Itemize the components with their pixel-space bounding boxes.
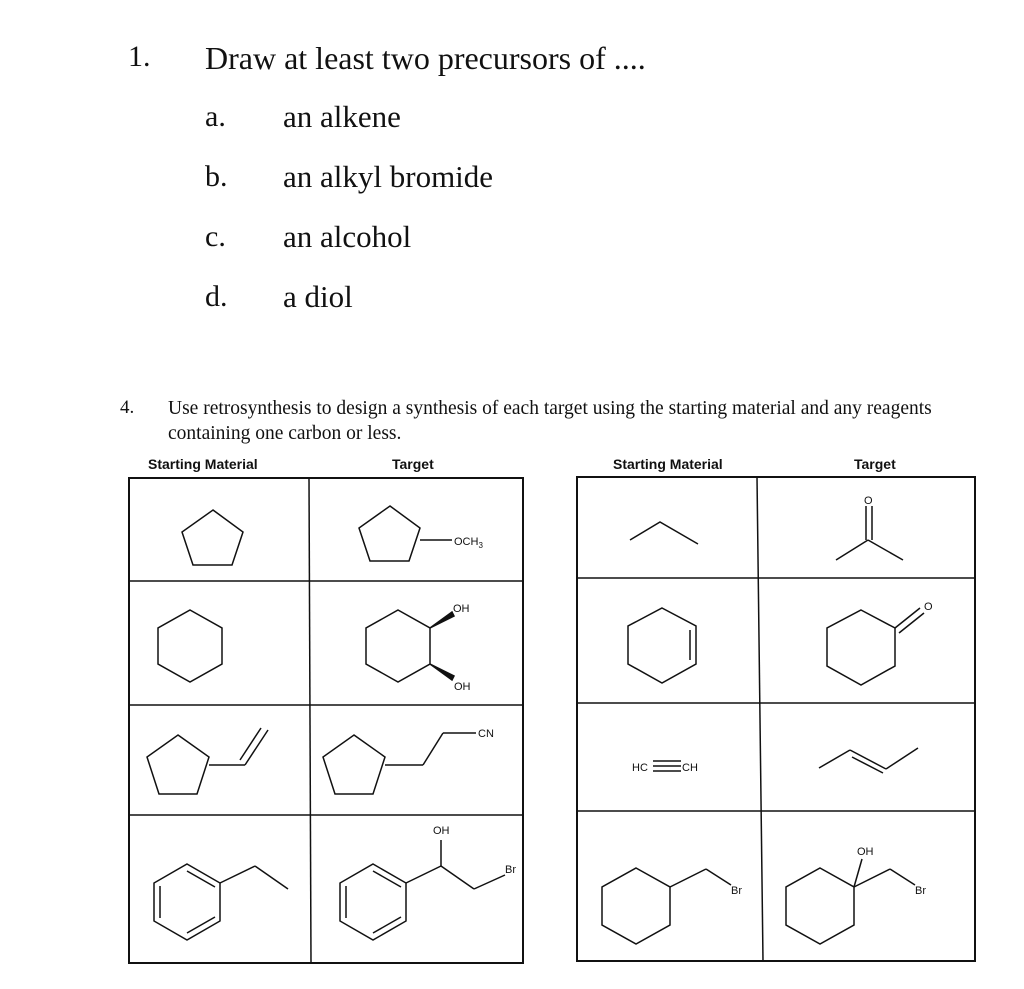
right-header-target: Target xyxy=(854,456,896,472)
ethylbenzene xyxy=(154,864,288,940)
bromoethyl-cyclohexanol xyxy=(786,859,915,944)
question1-prompt: Draw at least two precursors of .... xyxy=(205,40,646,76)
label-cyclohexanone-o: O xyxy=(924,601,933,613)
question4-number: 4. xyxy=(120,397,135,418)
bromoethylcyclohexane xyxy=(602,868,731,944)
right-header-starting-material: Starting Material xyxy=(613,456,723,472)
label-ch: CH xyxy=(682,762,698,774)
item-b-text: an alkyl bromide xyxy=(283,159,494,194)
acetone xyxy=(836,506,903,560)
label-och3: $OCH_3$ xyxy=(454,536,483,550)
cyclohexene xyxy=(628,608,696,683)
cyclopentane-start xyxy=(182,510,243,565)
cyclohexanediol xyxy=(366,610,454,682)
item-c-text: an alcohol xyxy=(283,219,412,254)
cyclopentylpropanenitrile xyxy=(323,733,476,794)
label-oh-row4: OH xyxy=(433,825,450,837)
label-hc: HC xyxy=(632,762,648,774)
acetylene-triple-bond xyxy=(653,761,681,771)
label-oh-target: OH xyxy=(857,846,874,858)
item-d-letter: d. xyxy=(205,280,228,313)
label-br-start: Br xyxy=(731,885,742,897)
label-ketone-o: O xyxy=(864,495,873,507)
question1-number: 1. xyxy=(128,40,151,73)
phenyl-bromohydrin xyxy=(340,840,505,940)
cyclohexane-start xyxy=(158,610,222,682)
question4-prompt: Use retrosynthesis to design a synthesis of each target using the starting material and any reagents containing one carbon or less. xyxy=(168,398,932,444)
item-d-text: a diol xyxy=(283,279,353,314)
label-oh-bottom: OH xyxy=(454,681,471,693)
trans-2-butene xyxy=(819,748,918,773)
item-a-text: an alkene xyxy=(283,99,401,134)
label-br-row4: Br xyxy=(505,864,516,876)
label-cn: CN xyxy=(478,728,494,740)
propane xyxy=(630,522,698,544)
cyclohexanone xyxy=(827,608,924,685)
vinylcyclopentane xyxy=(147,728,268,794)
item-b-letter: b. xyxy=(205,160,228,193)
left-header-starting-material: Starting Material xyxy=(148,456,258,472)
cyclopentyl-methyl-ether xyxy=(359,506,452,561)
item-a-letter: a. xyxy=(205,100,226,133)
left-header-target: Target xyxy=(392,456,434,472)
label-oh-top: OH xyxy=(453,603,470,615)
label-br-target: Br xyxy=(915,885,926,897)
item-c-letter: c. xyxy=(205,220,226,253)
